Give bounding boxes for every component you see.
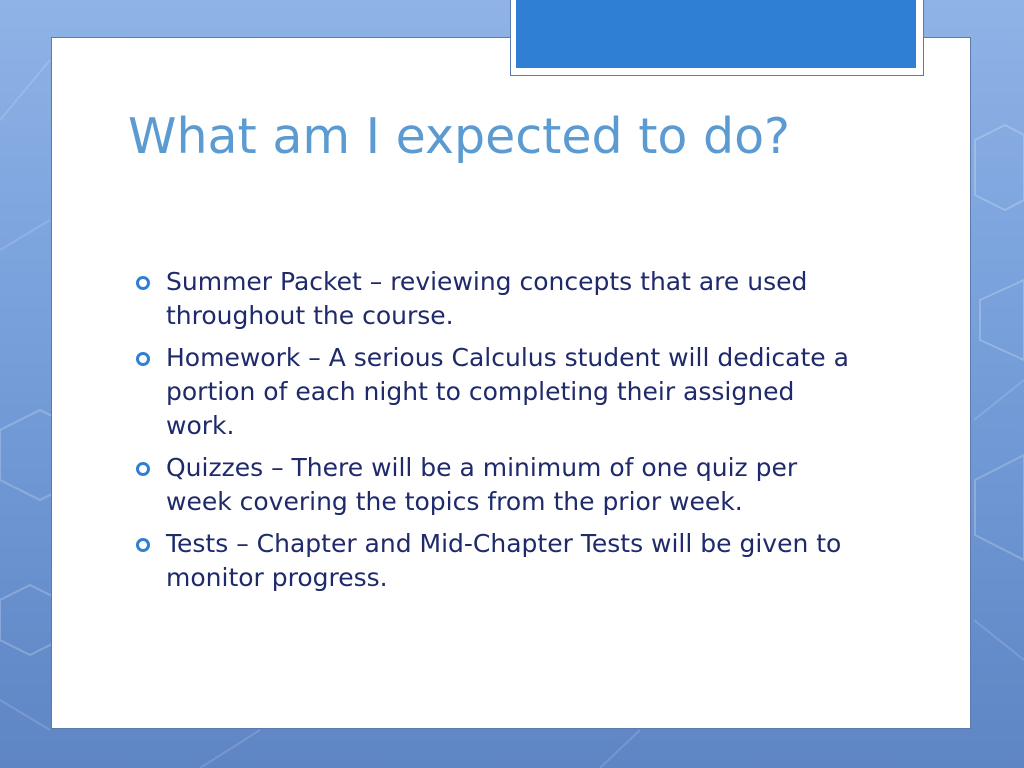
bullet-text: Summer Packet – reviewing concepts that are used throughout the course. <box>166 267 808 330</box>
circle-bullet-icon <box>136 276 150 290</box>
slide-title: What am I expected to do? <box>128 108 791 165</box>
circle-bullet-icon <box>136 352 150 366</box>
bullet-text: Homework – A serious Calculus student will dedicate a portion of each night to completing their assigned work. <box>166 343 849 440</box>
bullet-item <box>134 527 864 595</box>
bullet-item <box>134 341 864 443</box>
bullet-list <box>134 265 864 603</box>
bullet-item <box>134 265 864 333</box>
accent-bar <box>516 0 916 68</box>
bullet-text: Tests – Chapter and Mid-Chapter Tests will be given to monitor progress. <box>166 529 842 592</box>
circle-bullet-icon <box>136 538 150 552</box>
bullet-item <box>134 451 864 519</box>
circle-bullet-icon <box>136 462 150 476</box>
bullet-text: Quizzes – There will be a minimum of one quiz per week covering the topics from the prior week. <box>166 453 798 516</box>
